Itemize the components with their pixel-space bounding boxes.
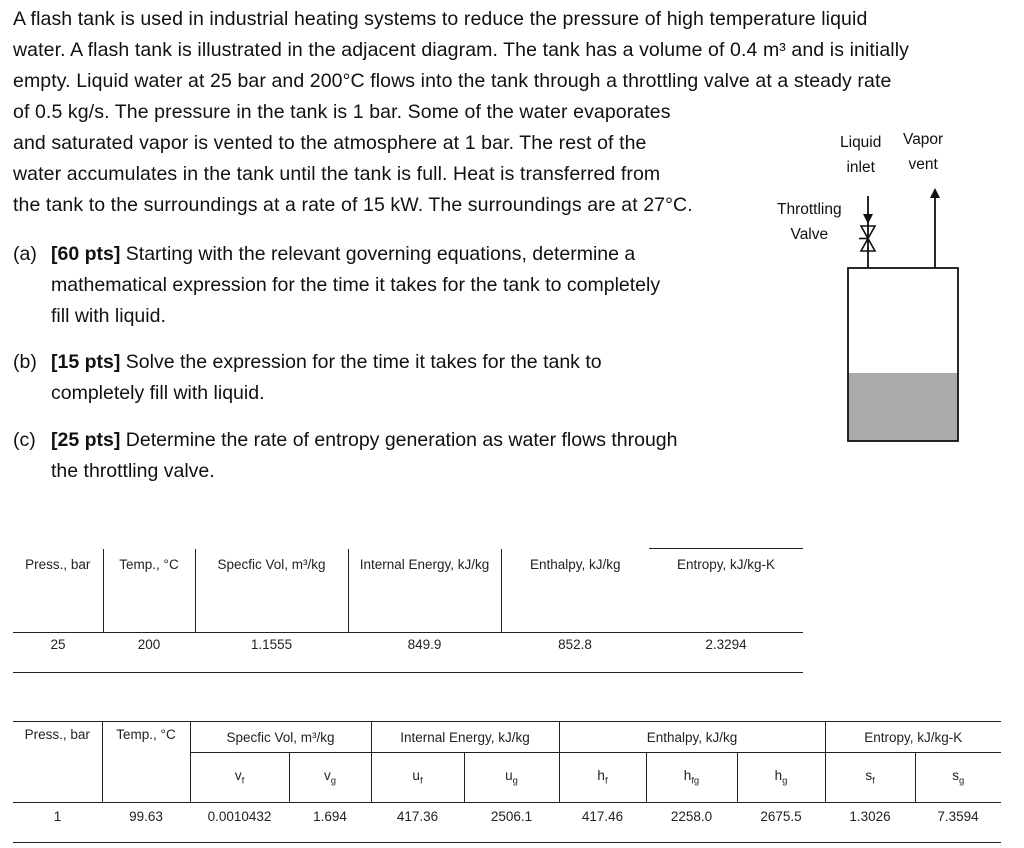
table-cell: 0.0010432 (190, 803, 289, 843)
table-row (13, 803, 1001, 843)
table-row (13, 633, 803, 673)
intro-line: water. A flash tank is illustrated in the adjacent diagram. The tank has a volume of 0.4 m³ and is initially (13, 39, 909, 61)
table-header-row (13, 722, 1001, 753)
inlet-arrow-head (863, 214, 873, 224)
table-cell: 25 (13, 633, 103, 673)
table-header-cell: Temp., °C (103, 549, 195, 633)
table-header-cell: Specfic Vol, m³/kg (190, 722, 371, 753)
intro-line: water accumulates in the tank until the tank is full. Heat is transferred from (13, 163, 661, 185)
compressed-liquid-table (13, 548, 803, 673)
question-text: completely fill with liquid. (51, 382, 265, 404)
question-text: Determine the rate of entropy generation as water flows through (120, 429, 678, 451)
table-subheader-cell: $h_{fg}$ (646, 753, 737, 803)
question-text: mathematical expression for the time it takes for the tank to completely (51, 274, 661, 296)
tank-liquid (848, 373, 958, 441)
question-label: (b) (13, 351, 37, 373)
table-header-cell: Specfic Vol, m³/kg (195, 549, 348, 633)
table-subheader-cell: $h_g$ (737, 753, 825, 803)
table-header-row (13, 549, 803, 633)
intro-line: of 0.5 kg/s. The pressure in the tank is 1 bar. Some of the water evaporates (13, 101, 671, 123)
table-cell: 200 (103, 633, 195, 673)
table-cell: 852.8 (501, 633, 649, 673)
table-subheader-cell: $u_f$ (371, 753, 464, 803)
table-subheader-cell: $v_g$ (289, 753, 371, 803)
question-label: (c) (13, 429, 36, 451)
intro-line: the tank to the surroundings at a rate of 15 kW. The surroundings are at 27°C. (13, 194, 693, 216)
table-header-cell: Internal Energy, kJ/kg (371, 722, 559, 753)
table-subheader-cell: $u_g$ (464, 753, 559, 803)
question-text: fill with liquid. (51, 305, 166, 327)
intro-line: empty. Liquid water at 25 bar and 200°C flows into the tank through a throttling valve at a steady rate (13, 70, 892, 92)
liquid-inlet-label: Liquid inlet (840, 134, 882, 176)
table-cell: 2506.1 (464, 803, 559, 843)
table-subheader-cell: $h_f$ (559, 753, 646, 803)
table-cell: 2.3294 (649, 633, 803, 673)
table-header-cell: Press., bar (13, 722, 102, 803)
table-header-cell: Press., bar (13, 549, 103, 633)
table-cell: 2675.5 (737, 803, 825, 843)
vent-arrow-head (930, 188, 940, 198)
table-cell: 1 (13, 803, 102, 843)
vapor-vent-label: Vapor vent (903, 131, 944, 173)
table-cell: 1.694 (289, 803, 371, 843)
question-points: [60 pts] (51, 243, 121, 265)
table-cell: 417.46 (559, 803, 646, 843)
table-header-cell: Enthalpy, kJ/kg (501, 549, 649, 633)
question-label: (a) (13, 243, 37, 265)
intro-line: and saturated vapor is vented to the atmosphere at 1 bar. The rest of the (13, 132, 647, 154)
question-text: Solve the expression for the time it takes for the tank to (120, 351, 602, 373)
question-text: the throttling valve. (51, 460, 215, 482)
table-cell: 7.3594 (915, 803, 1001, 843)
table-header-cell: Temp., °C (102, 722, 190, 803)
table-cell: 2258.0 (646, 803, 737, 843)
question-points: [25 pts] (51, 429, 121, 451)
table-cell: 849.9 (348, 633, 501, 673)
table-cell: 1.3026 (825, 803, 915, 843)
table-cell: 417.36 (371, 803, 464, 843)
table-header-cell: Internal Energy, kJ/kg (348, 549, 501, 633)
table-cell: 1.1555 (195, 633, 348, 673)
table-cell: 99.63 (102, 803, 190, 843)
table-header-cell: Entropy, kJ/kg-K (649, 549, 803, 633)
table-header-cell: Enthalpy, kJ/kg (559, 722, 825, 753)
throttling-valve-label: Throttling Valve (777, 201, 842, 243)
table-subheader-cell: $s_f$ (825, 753, 915, 803)
intro-line: A flash tank is used in industrial heating systems to reduce the pressure of high temperature liquid (13, 8, 868, 30)
table-subheader-cell: $s_g$ (915, 753, 1001, 803)
table-header-cell: Entropy, kJ/kg-K (825, 722, 1001, 753)
question-points: [15 pts] (51, 351, 121, 373)
table-subheader-cell: $v_f$ (190, 753, 289, 803)
saturated-water-table (13, 721, 1001, 843)
question-text: Starting with the relevant governing equations, determine a (120, 243, 636, 265)
